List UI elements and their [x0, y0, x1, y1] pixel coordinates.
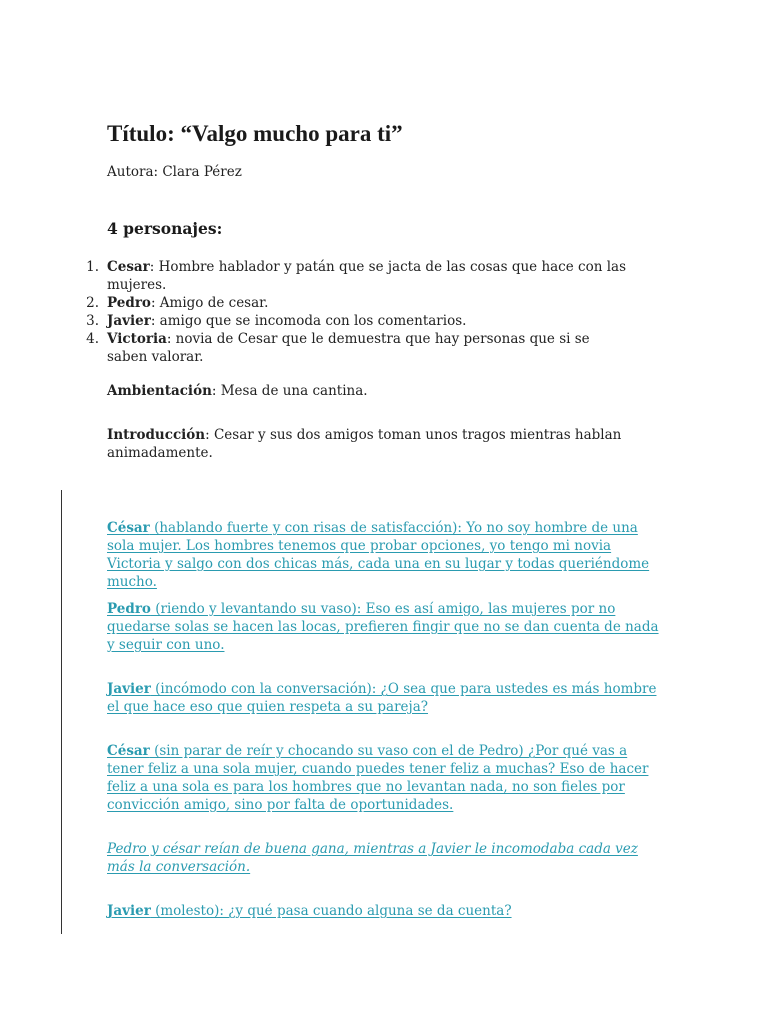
dialogue-text: (riendo y levantando su vaso): Eso es así amigo, las mujeres por no quedarse solas se hacen las locas, prefieren fingir que no se dan cuenta de nada y seguir con uno. [107, 601, 659, 653]
speaker-name: Javier [107, 681, 151, 697]
setting-label: Ambientación [107, 383, 212, 399]
list-item [86, 330, 627, 366]
speaker-name: Javier [107, 903, 151, 919]
dialogue-text: (incómodo con la conversación): ¿O sea que para ustedes es más hombre el que hace eso que quien respeta a su pareja? [107, 681, 657, 715]
dialogue-line[interactable] [107, 902, 662, 920]
character-description: : amigo que se incomoda con los comentarios. [150, 313, 467, 329]
intro-text: : Cesar y sus dos amigos toman unos tragos mientras hablan animadamente. [107, 427, 622, 461]
list-number: 1. [86, 259, 99, 275]
document-title: Título: “Valgo mucho para ti” [107, 121, 403, 146]
margin-change-bar [61, 490, 62, 934]
speaker-name: Pedro [107, 601, 151, 617]
character-name: Pedro [107, 295, 151, 311]
list-item [86, 294, 627, 312]
characters-list [86, 258, 627, 366]
list-number: 3. [86, 313, 99, 329]
character-name: Cesar [107, 259, 150, 275]
intro-label: Introducción [107, 427, 206, 443]
character-description: : novia de Cesar que le demuestra que hay personas que si se saben valorar. [107, 331, 590, 365]
speaker-name: César [107, 743, 150, 759]
dialogue-line[interactable] [107, 680, 662, 716]
setting-paragraph [107, 382, 627, 400]
list-item [86, 312, 627, 330]
author-line: Autora: Clara Pérez [107, 164, 242, 180]
dialogue-line[interactable] [107, 742, 662, 814]
dialogue-line[interactable] [107, 600, 662, 654]
character-description: : Amigo de cesar. [150, 295, 269, 311]
characters-heading: 4 personajes: [107, 219, 223, 238]
character-name: Victoria [107, 331, 167, 347]
dialogue-line[interactable] [107, 519, 662, 591]
stage-direction[interactable] [107, 840, 662, 876]
character-name: Javier [107, 313, 151, 329]
stage-direction-text: Pedro y césar reían de buena gana, mientras a Javier le incomodaba cada vez más la conversación. [107, 841, 638, 875]
intro-paragraph [107, 426, 627, 462]
character-description: : Hombre hablador y patán que se jacta de las cosas que hace con las mujeres. [107, 259, 626, 293]
dialogue-text: (hablando fuerte y con risas de satisfacción): Yo no soy hombre de una sola mujer. Los hombres tenemos que probar opciones, yo tengo mi novia Victoria y salgo con dos chicas más, cada una en su lugar y todas queriéndome mucho. [107, 520, 650, 590]
list-number: 2. [86, 295, 99, 311]
setting-text: : Mesa de una cantina. [211, 383, 368, 399]
dialogue-text: (molesto): ¿y qué pasa cuando alguna se da cuenta? [150, 903, 512, 919]
list-item [86, 258, 627, 294]
dialogue-text: (sin parar de reír y chocando su vaso con el de Pedro) ¿Por qué vas a tener feliz a una sola mujer, cuando puedes tener feliz a muchas? Eso de hacer feliz a una sola es para los hombres que no levantan nada, no son fieles por convicción amigo, sino por falta de oportunidades. [107, 743, 649, 813]
list-number: 4. [86, 331, 99, 347]
speaker-name: César [107, 520, 150, 536]
